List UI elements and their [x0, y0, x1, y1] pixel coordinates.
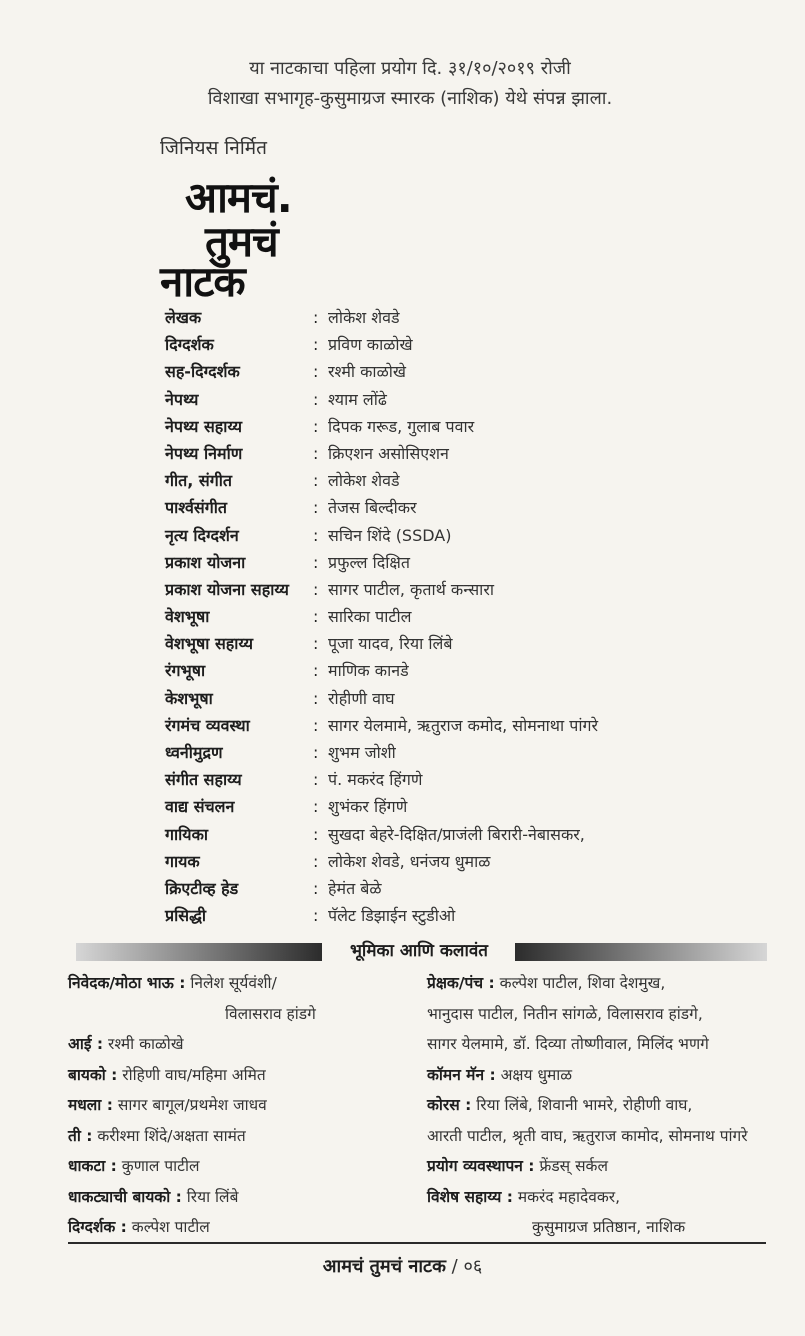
cast-line [68, 1182, 316, 1213]
credit-row [165, 467, 725, 494]
credit-row [165, 603, 725, 630]
credit-row [165, 413, 725, 440]
credit-separator: : [313, 335, 319, 355]
credit-row [165, 712, 725, 739]
credit-name: प्रफुल्ल दिक्षित [328, 552, 410, 572]
cast-name: कल्पेश पाटील [126, 1218, 210, 1236]
premiere-note-line-1: या नाटकाचा पहिला प्रयोग दि. ३१/१०/२०१९ रोजी [249, 58, 571, 79]
credit-row [165, 494, 725, 521]
cast-role: कॉमन मॅन : [427, 1065, 496, 1084]
cast-role: आई : [68, 1035, 104, 1053]
credit-separator: : [313, 362, 319, 382]
credit-name: क्रिएशन असोसिएशन [328, 443, 449, 463]
credit-role: नेपथ्य सहाय्य [165, 416, 242, 436]
production-house: जिनियस निर्मित [160, 137, 267, 159]
credit-row [165, 549, 725, 576]
cast-line [68, 1212, 316, 1243]
footer-rule [68, 1242, 766, 1244]
credit-role: गीत, संगीत [165, 471, 233, 491]
credit-role: केशभूषा [165, 688, 213, 708]
cast-name: आरती पाटील, श्रृती वाघ, ऋतुराज कामोद, सोमनाथ पांगरे [427, 1126, 748, 1145]
credit-separator: : [313, 471, 319, 491]
credit-role: लेखक [165, 308, 202, 327]
cast-name: कुणाल पाटील [116, 1157, 200, 1175]
credit-separator: : [313, 579, 319, 599]
play-title-line-2: तुमचं [205, 217, 278, 266]
cast-line [427, 1121, 748, 1152]
cast-line [427, 1029, 748, 1060]
credit-separator: : [313, 498, 319, 518]
cast-role: प्रेक्षक/पंच : [427, 974, 495, 992]
play-title-line-3: नाटक [160, 257, 245, 306]
credit-role: गायक [165, 851, 200, 871]
cast-name: रिया लिंबे, शिवानी भामरे, रोहीणी वाघ, [471, 1096, 693, 1114]
credit-name: सचिन शिंदे (SSDA) [328, 525, 452, 545]
credit-separator: : [313, 906, 319, 926]
credit-name: पूजा यादव, रिया लिंबे [328, 634, 453, 654]
cast-name: विलासराव हांडगे [225, 1004, 316, 1023]
credit-row [165, 522, 725, 549]
credit-row [165, 739, 725, 766]
cast-line [427, 999, 748, 1030]
cast-role: प्रयोग व्यवस्थापन : [427, 1157, 535, 1175]
cast-role: ती : [68, 1126, 93, 1145]
credit-role: प्रकाश योजना सहाय्य [165, 579, 289, 599]
credit-separator: : [313, 661, 319, 681]
cast-name: अक्षय धुमाळ [495, 1065, 573, 1084]
credit-name: सारिका पाटील [328, 607, 412, 627]
credit-separator: : [313, 824, 319, 844]
credit-role: क्रिएटीव्ह हेड [165, 878, 239, 898]
cast-line [68, 1060, 316, 1091]
cast-role: धाकटा : [68, 1157, 117, 1175]
cast-section-heading: भूमिका आणि कलावंत [349, 941, 488, 961]
cast-name: रश्मी काळोखे [103, 1035, 184, 1053]
credit-role: रंगमंच व्यवस्था [165, 715, 250, 735]
credit-separator: : [313, 851, 319, 871]
cast-name: सागर येलमामे, डॉ. दिव्या तोष्णीवाल, मिलिंद भणगे [427, 1035, 709, 1053]
cast-role: निवेदक/मोठा भाऊ : [68, 974, 186, 992]
cast-section-divider [68, 936, 768, 966]
cast-name: निलेश सूर्यवंशी/ [185, 974, 277, 992]
cast-name: कल्पेश पाटील, शिवा देशमुख, [494, 974, 666, 992]
cast-line [427, 1151, 748, 1182]
credit-separator: : [313, 878, 319, 898]
cast-line [68, 1151, 316, 1182]
credit-row [165, 630, 725, 657]
credit-role: वाद्य संचलन [165, 797, 235, 817]
cast-name: सागर बागूल/प्रथमेश जाधव [112, 1096, 267, 1114]
cast-name: रोहिणी वाघ/महिमा अमित [117, 1065, 266, 1084]
cast-role: विशेष सहाय्य : [427, 1187, 513, 1206]
credit-row [165, 766, 725, 793]
credit-separator: : [313, 389, 319, 409]
credit-name: सुखदा बेहरे-दिक्षित/प्राजंली बिरारी-नेबासकर, [328, 824, 585, 844]
credit-role: सह-दिग्दर्शक [165, 362, 240, 382]
credit-row [165, 576, 725, 603]
credit-name: शुभंकर हिंगणे [328, 797, 408, 817]
credit-role: संगीत सहाय्य [165, 770, 242, 790]
credit-separator: : [313, 688, 319, 708]
premiere-note-line-2: विशाखा सभागृह-कुसुमाग्रज स्मारक (नाशिक) येथे संपन्न झाला. [207, 88, 613, 109]
credit-role: नेपथ्य [165, 389, 199, 409]
credit-name: प्रविण काळोखे [328, 335, 413, 355]
cast-line [427, 1060, 748, 1091]
credit-row [165, 793, 725, 820]
credit-name: पॅलेट डिझाईन स्टुडीओ [328, 906, 456, 926]
page-footer [0, 1254, 805, 1278]
credit-separator: : [313, 308, 319, 327]
cast-name: कुसुमाग्रज प्रतिष्ठान, नाशिक [532, 1218, 686, 1236]
credit-name: सागर येलमामे, ऋतुराज कमोद, सोमनाथा पांगरे [328, 715, 599, 735]
credit-name: शुभम जोशी [328, 743, 396, 762]
credit-role: ध्वनीमुद्रण [165, 743, 223, 762]
credit-row [165, 902, 725, 929]
cast-line [68, 1121, 316, 1152]
cast-role: मधला : [68, 1096, 113, 1114]
credit-separator: : [313, 416, 319, 436]
credit-row [165, 821, 725, 848]
footer-separator: / [451, 1256, 458, 1277]
credit-separator: : [313, 770, 319, 790]
credit-name: लोकेश शेवडे, धनंजय धुमाळ [328, 851, 491, 871]
credit-role: गायिका [165, 824, 209, 844]
cast-line [68, 1029, 316, 1060]
play-title-line-1: आमचं. [185, 173, 292, 222]
credit-separator: : [313, 552, 319, 572]
credit-role: पार्श्वसंगीत [165, 498, 228, 518]
cast-name: करीश्मा शिंदे/अक्षता सामंत [92, 1126, 246, 1145]
credit-role: दिग्दर्शक [165, 335, 214, 355]
credit-row [165, 685, 725, 712]
cast-role: कोरस : [427, 1096, 472, 1114]
page-number: ०६ [463, 1256, 483, 1277]
cast-line [68, 968, 316, 999]
credit-separator: : [313, 797, 319, 817]
credit-name: लोकेश शेवडे [328, 471, 400, 491]
credit-name: तेजस बिल्दीकर [328, 498, 417, 518]
cast-name: मकरंद महादेवकर, [512, 1187, 621, 1206]
credit-row [165, 875, 725, 902]
cast-line [427, 968, 748, 999]
cast-role: दिग्दर्शक : [68, 1218, 127, 1236]
credit-separator: : [313, 634, 319, 654]
credit-name: पं. मकरंद हिंगणे [328, 770, 423, 790]
credit-role: नेपथ्य निर्माण [165, 443, 243, 463]
credit-role: नृत्य दिग्दर्शन [165, 525, 239, 545]
cast-line [68, 1090, 316, 1121]
cast-role: धाकट्याची बायको : [68, 1187, 182, 1206]
footer-title: आमचं तुमचं नाटक [322, 1256, 446, 1277]
cast-role: बायको : [68, 1065, 118, 1084]
credits-list [165, 304, 725, 929]
credit-separator: : [313, 525, 319, 545]
credit-separator: : [313, 715, 319, 735]
credit-role: प्रकाश योजना [165, 552, 246, 572]
cast-line [68, 999, 316, 1030]
credit-row [165, 440, 725, 467]
credit-name: रोहीणी वाघ [328, 688, 395, 708]
cast-line [427, 1182, 748, 1213]
credit-name: रश्मी काळोखे [328, 362, 406, 382]
credit-role: वेशभूषा सहाय्य [165, 634, 253, 654]
credit-row [165, 304, 725, 331]
cast-name: भानुदास पाटील, नितीन सांगळे, विलासराव हांडगे, [427, 1004, 703, 1023]
cast-list-left [68, 968, 316, 1243]
credit-row [165, 657, 725, 684]
cast-line [427, 1212, 748, 1243]
credit-role: रंगभूषा [165, 661, 206, 681]
credit-role: वेशभूषा [165, 607, 210, 627]
cast-name: रिया लिंबे [181, 1187, 239, 1206]
divider-bar-left [76, 943, 322, 961]
credit-name: हेमंत बेळे [328, 878, 382, 898]
credit-row [165, 848, 725, 875]
credit-name: लोकेश शेवडे [328, 308, 400, 327]
divider-bar-right [515, 943, 767, 961]
cast-list-right [427, 968, 748, 1243]
credit-role: प्रसिद्धी [165, 906, 206, 926]
credit-row [165, 358, 725, 385]
credit-row [165, 331, 725, 358]
credit-separator: : [313, 743, 319, 762]
cast-line [427, 1090, 748, 1121]
credit-name: दिपक गरूड, गुलाब पवार [328, 416, 475, 436]
credit-name: माणिक कानडे [328, 661, 409, 681]
cast-name: फ्रेंडस् सर्कल [534, 1157, 608, 1175]
credit-row [165, 386, 725, 413]
credit-separator: : [313, 607, 319, 627]
credit-name: सागर पाटील, कृतार्थ कन्सारा [328, 579, 495, 599]
credit-name: श्याम लोंढे [328, 389, 387, 409]
credit-separator: : [313, 443, 319, 463]
